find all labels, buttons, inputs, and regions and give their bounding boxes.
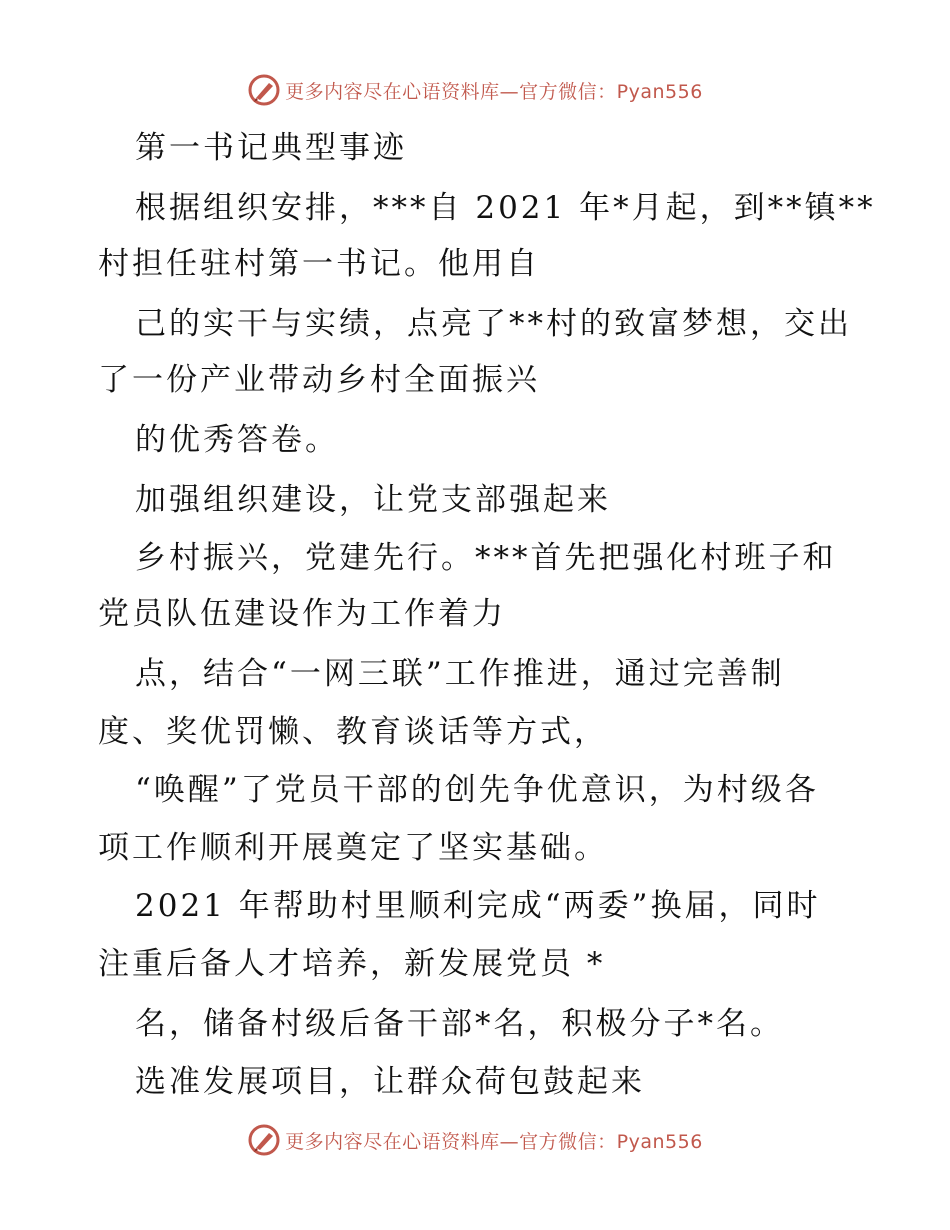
paragraph-line: 根据组织安排，***自 2021 年*月起，到**镇**: [135, 190, 876, 226]
paragraph-line: “唤醒”了党员干部的创先争优意识，为村级各: [135, 772, 819, 808]
paragraph-line: 党员队伍建设作为工作着力: [98, 596, 506, 632]
section-heading: 加强组织建设，让党支部强起来: [135, 482, 611, 518]
paragraph-line: 点，结合“一网三联”工作推进，通过完善制: [135, 656, 785, 692]
section-heading: 选准发展项目，让群众荷包鼓起来: [135, 1064, 645, 1100]
watermark-text: 更多内容尽在心语资料库—官方微信：Pyan556: [285, 1130, 703, 1153]
paragraph-line: 注重后备人才培养，新发展党员 *: [98, 946, 606, 982]
document-title: 第一书记典型事迹: [135, 130, 407, 166]
paragraph-line: 了一份产业带动乡村全面振兴: [98, 362, 540, 398]
watermark-text: 更多内容尽在心语资料库—官方微信：Pyan556: [285, 80, 703, 103]
pen-seal-icon: [247, 73, 281, 107]
footer-watermark: [0, 1120, 950, 1160]
paragraph-line: 度、奖优罚懒、教育谈话等方式，: [98, 714, 608, 750]
paragraph-line: 2021 年帮助村里顺利完成“两委”换届，同时: [135, 888, 821, 924]
header-watermark: [0, 70, 950, 110]
paragraph-line: 村担任驻村第一书记。他用自: [98, 246, 540, 282]
paragraph-line: 己的实干与实绩，点亮了**村的致富梦想，交出: [135, 306, 852, 342]
paragraph-line: 项工作顺利开展奠定了坚实基础。: [98, 830, 608, 866]
paragraph-line: 乡村振兴，党建先行。***首先把强化村班子和: [135, 540, 837, 576]
paragraph-line: 名，储备村级后备干部*名，积极分子*名。: [135, 1006, 784, 1042]
paragraph-line: 的优秀答卷。: [135, 422, 339, 458]
pen-seal-icon: [247, 1123, 281, 1157]
